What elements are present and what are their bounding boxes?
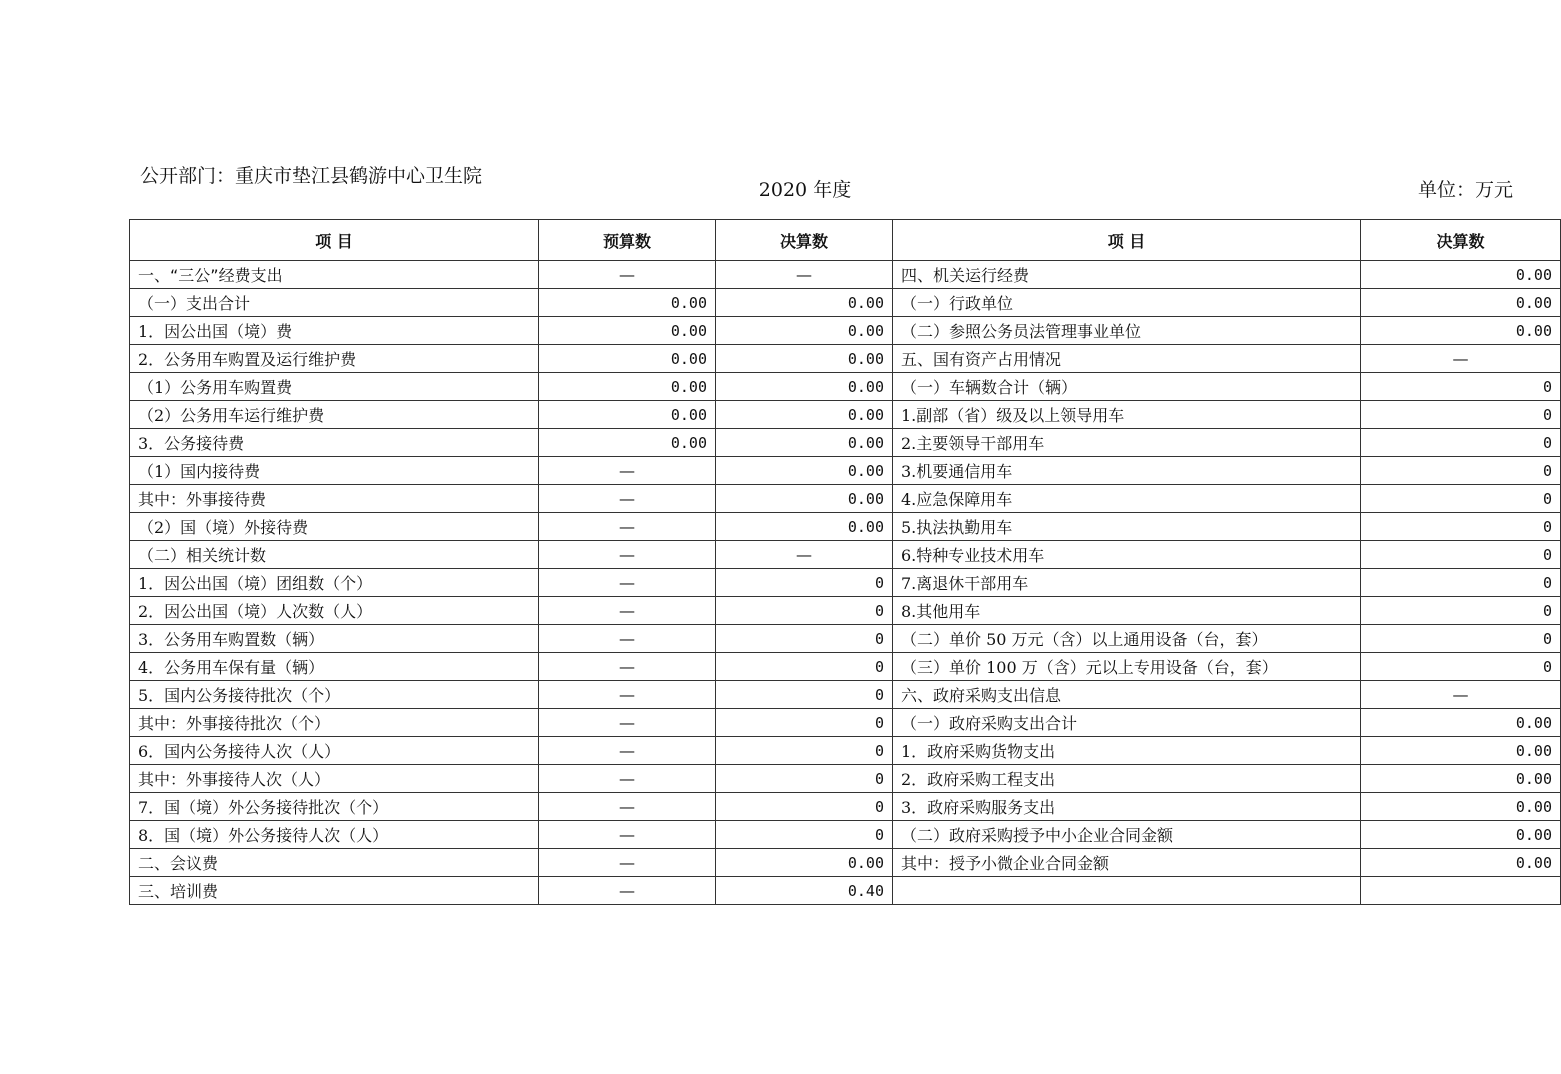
table-row [130, 653, 1561, 681]
row-item-left: （一）支出合计 [130, 289, 539, 317]
row-final-right: 0.00 [1361, 793, 1561, 821]
row-budget: — [539, 653, 716, 681]
row-item-right: （一）车辆数合计（辆） [893, 373, 1361, 401]
row-budget: 0.00 [539, 289, 716, 317]
row-final-left: 0 [716, 681, 893, 709]
table-row [130, 793, 1561, 821]
table-header-row [130, 220, 1561, 261]
row-budget: — [539, 457, 716, 485]
row-budget: — [539, 681, 716, 709]
row-budget: — [539, 849, 716, 877]
row-final-left: 0.00 [716, 317, 893, 345]
row-final-left: — [716, 261, 893, 289]
row-final-left: 0.00 [716, 345, 893, 373]
col-header-item-left: 项 目 [130, 220, 539, 261]
row-final-right: 0 [1361, 597, 1561, 625]
table-row [130, 289, 1561, 317]
row-item-right: 五、国有资产占用情况 [893, 345, 1361, 373]
row-final-left: 0.00 [716, 373, 893, 401]
row-final-right: 0.00 [1361, 849, 1561, 877]
row-final-left: 0 [716, 597, 893, 625]
row-final-left: — [716, 541, 893, 569]
row-item-left: 其中：外事接待费 [130, 485, 539, 513]
row-budget: 0.00 [539, 373, 716, 401]
row-final-left: 0 [716, 653, 893, 681]
row-item-right: 3.机要通信用车 [893, 457, 1361, 485]
table-row [130, 429, 1561, 457]
row-item-right: （一）行政单位 [893, 289, 1361, 317]
row-final-right: 0 [1361, 401, 1561, 429]
row-item-right: 3．政府采购服务支出 [893, 793, 1361, 821]
table-row [130, 849, 1561, 877]
row-item-right: 4.应急保障用车 [893, 485, 1361, 513]
row-final-right: 0 [1361, 429, 1561, 457]
row-item-right: 1．政府采购货物支出 [893, 737, 1361, 765]
row-final-left: 0.00 [716, 289, 893, 317]
row-final-right: 0 [1361, 373, 1561, 401]
row-final-right: 0.00 [1361, 737, 1561, 765]
row-budget: — [539, 485, 716, 513]
row-budget: — [539, 261, 716, 289]
row-final-left: 0.00 [716, 849, 893, 877]
row-item-right: （二）单价 50 万元（含）以上通用设备（台，套） [893, 625, 1361, 653]
col-header-final-left: 决算数 [716, 220, 893, 261]
table-row [130, 709, 1561, 737]
row-item-left: 8．国（境）外公务接待人次（人） [130, 821, 539, 849]
row-item-right: 6.特种专业技术用车 [893, 541, 1361, 569]
row-budget: — [539, 737, 716, 765]
row-final-right: 0 [1361, 513, 1561, 541]
row-item-left: 3．公务接待费 [130, 429, 539, 457]
row-item-right: （二）参照公务员法管理事业单位 [893, 317, 1361, 345]
col-header-budget: 预算数 [539, 220, 716, 261]
row-item-right: 六、政府采购支出信息 [893, 681, 1361, 709]
row-item-right [893, 877, 1361, 905]
col-header-final-right: 决算数 [1361, 220, 1561, 261]
row-final-right: 0.00 [1361, 765, 1561, 793]
row-final-left: 0.00 [716, 485, 893, 513]
row-final-right: 0 [1361, 457, 1561, 485]
row-budget: 0.00 [539, 401, 716, 429]
table-row [130, 737, 1561, 765]
col-header-item-right: 项 目 [893, 220, 1361, 261]
table-row [130, 401, 1561, 429]
fiscal-year-label: 2020 年度 [758, 179, 852, 201]
row-budget: — [539, 625, 716, 653]
row-item-left: 1．因公出国（境）团组数（个） [130, 569, 539, 597]
row-final-right [1361, 877, 1561, 905]
table-row [130, 513, 1561, 541]
row-item-left: （1）国内接待费 [130, 457, 539, 485]
row-item-left: 其中：外事接待人次（人） [130, 765, 539, 793]
row-final-left: 0.00 [716, 429, 893, 457]
unit-label: 单位：万元 [1418, 179, 1514, 201]
row-item-left: 3．公务用车购置数（辆） [130, 625, 539, 653]
row-item-left: （二）相关统计数 [130, 541, 539, 569]
row-item-left: 7．国（境）外公务接待批次（个） [130, 793, 539, 821]
row-final-right: 0 [1361, 541, 1561, 569]
row-budget: — [539, 765, 716, 793]
row-item-right: 2.主要领导干部用车 [893, 429, 1361, 457]
row-final-left: 0 [716, 821, 893, 849]
row-final-right: 0.00 [1361, 317, 1561, 345]
row-final-left: 0.00 [716, 457, 893, 485]
row-final-right: 0.00 [1361, 709, 1561, 737]
table-row [130, 681, 1561, 709]
row-item-left: （2）国（境）外接待费 [130, 513, 539, 541]
table-row [130, 485, 1561, 513]
row-item-right: 7.离退休干部用车 [893, 569, 1361, 597]
row-final-left: 0 [716, 793, 893, 821]
row-item-left: （1）公务用车购置费 [130, 373, 539, 401]
row-item-right: 5.执法执勤用车 [893, 513, 1361, 541]
table-row [130, 765, 1561, 793]
row-final-left: 0 [716, 765, 893, 793]
row-budget: 0.00 [539, 345, 716, 373]
row-final-left: 0.00 [716, 401, 893, 429]
row-final-left: 0.40 [716, 877, 893, 905]
row-final-right: 0.00 [1361, 821, 1561, 849]
row-final-right: 0 [1361, 625, 1561, 653]
row-item-left: （2）公务用车运行维护费 [130, 401, 539, 429]
row-item-right: 其中：授予小微企业合同金额 [893, 849, 1361, 877]
row-item-right: 1.副部（省）级及以上领导用车 [893, 401, 1361, 429]
row-item-left: 4．公务用车保有量（辆） [130, 653, 539, 681]
row-item-left: 三、培训费 [130, 877, 539, 905]
table-row [130, 373, 1561, 401]
row-budget: — [539, 513, 716, 541]
expenditure-table [129, 219, 1561, 905]
row-item-left: 2．公务用车购置及运行维护费 [130, 345, 539, 373]
table-row [130, 457, 1561, 485]
row-final-right: 0 [1361, 653, 1561, 681]
row-final-right: 0.00 [1361, 261, 1561, 289]
table-row [130, 821, 1561, 849]
department-label: 公开部门：重庆市垫江县鹤游中心卫生院 [140, 165, 483, 187]
row-item-right: （二）政府采购授予中小企业合同金额 [893, 821, 1361, 849]
row-final-left: 0 [716, 709, 893, 737]
row-final-left: 0 [716, 625, 893, 653]
row-budget: — [539, 821, 716, 849]
row-item-right: （三）单价 100 万（含）元以上专用设备（台，套） [893, 653, 1361, 681]
row-final-left: 0.00 [716, 513, 893, 541]
table-row [130, 569, 1561, 597]
row-final-right: — [1361, 681, 1561, 709]
row-item-right: （一）政府采购支出合计 [893, 709, 1361, 737]
row-final-right: 0 [1361, 485, 1561, 513]
row-item-right: 四、机关运行经费 [893, 261, 1361, 289]
row-final-left: 0 [716, 737, 893, 765]
row-budget: 0.00 [539, 317, 716, 345]
row-item-left: 2．因公出国（境）人次数（人） [130, 597, 539, 625]
table-row [130, 317, 1561, 345]
row-final-right: 0 [1361, 569, 1561, 597]
row-item-left: 二、会议费 [130, 849, 539, 877]
row-budget: — [539, 569, 716, 597]
row-budget: — [539, 793, 716, 821]
row-budget: — [539, 709, 716, 737]
table-row [130, 597, 1561, 625]
row-budget: — [539, 541, 716, 569]
table-row [130, 345, 1561, 373]
row-item-left: 一、“三公”经费支出 [130, 261, 539, 289]
table-row [130, 261, 1561, 289]
row-final-left: 0 [716, 569, 893, 597]
table-row [130, 625, 1561, 653]
row-budget: 0.00 [539, 429, 716, 457]
row-final-right: — [1361, 345, 1561, 373]
row-budget: — [539, 597, 716, 625]
row-item-right: 8.其他用车 [893, 597, 1361, 625]
table-row [130, 541, 1561, 569]
row-final-right: 0.00 [1361, 289, 1561, 317]
row-item-right: 2．政府采购工程支出 [893, 765, 1361, 793]
row-item-left: 1．因公出国（境）费 [130, 317, 539, 345]
row-item-left: 5．国内公务接待批次（个） [130, 681, 539, 709]
row-budget: — [539, 877, 716, 905]
row-item-left: 6．国内公务接待人次（人） [130, 737, 539, 765]
table-row [130, 877, 1561, 905]
row-item-left: 其中：外事接待批次（个） [130, 709, 539, 737]
